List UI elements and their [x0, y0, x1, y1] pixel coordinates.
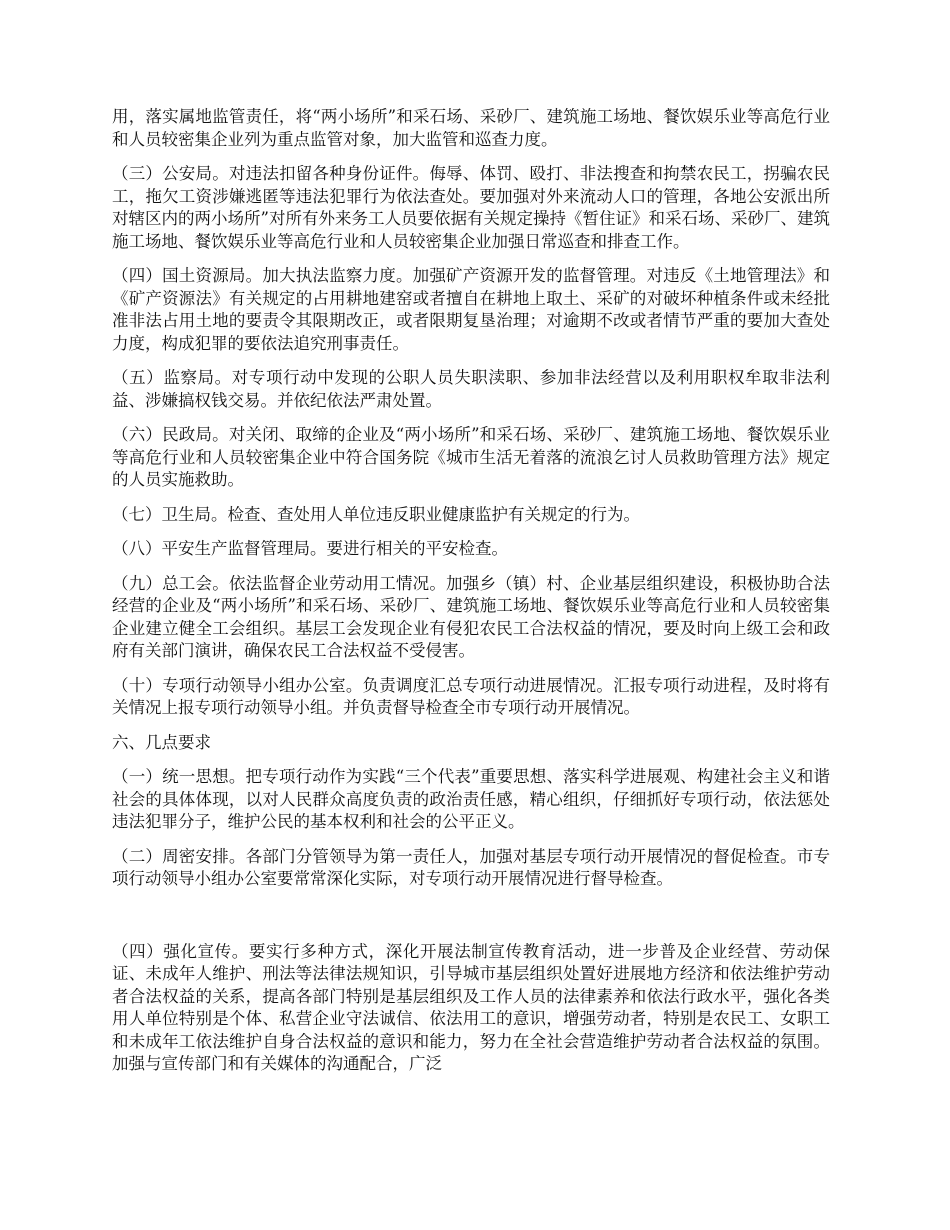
paragraph-gap	[112, 903, 830, 941]
paragraph-land-resources: （四）国土资源局。加大执法监察力度。加强矿产资源开发的监督管理。对违反《土地管理法》和《矿产资源法》有关规定的占用耕地建窑或者擅自在耕地上取土、采矿的对破坏种植条件或未经批准非法占用土地的要责令其限期改正，或者限期复垦治理；对逾期不改或者情节严重的要加大查处力度，构成犯罪的要依法追究刑事责任。	[112, 266, 830, 353]
paragraph-supervision-bureau: （五）监察局。对专项行动中发现的公职人员失职渎职、参加非法经营以及利用职权牟取非法利益、涉嫌搞权钱交易。并依纪依法严肃处置。	[112, 368, 830, 410]
paragraph-supervision-duty: 用，落实属地监管责任，将“两小场所”和采石场、采砂厂、建筑施工场地、餐饮娱乐业等高危行业和人员较密集企业列为重点监管对象，加大监管和巡查力度。	[112, 107, 830, 149]
paragraph-public-security: （三）公安局。对违法扣留各种身份证件。侮辱、体罚、殴打、非法搜查和拘禁农民工，拐骗农民工，拖欠工资涉嫌逃匿等违法犯罪行为依法查处。要加强对外来流动人口的管理，各地公安派出所对辖区内的两小场所”对所有外来务工人员要依据有关规定操持《暂住证》和采石场、采砂厂、建筑施工场地、餐饮娱乐业等高危行业和人员较密集企业加强日常巡查和排查工作。	[112, 164, 830, 251]
paragraph-safety-supervision: （八）平安生产监督管理局。要进行相关的平安检查。	[112, 539, 508, 558]
paragraph-civil-affairs: （六）民政局。对关闭、取缔的企业及“两小场所”和采石场、采砂厂、建筑施工场地、餐饮娱乐业等高危行业和人员较密集企业中符合国务院《城市生活无着落的流浪乞讨人员救助管理方法》规定的人员实施救助。	[112, 425, 830, 489]
requirement-careful-arrangement: （二）周密安排。各部门分管领导为第一责任人，加强对基层专项行动开展情况的督促检查。市专项行动领导小组办公室要常常深化实际，对专项行动开展情况进行督导检查。	[112, 846, 830, 888]
paragraph-health-bureau: （七）卫生局。检查、查处用人单位违反职业健康监护有关规定的行为。	[112, 504, 640, 524]
paragraph-strengthen-publicity: （四）强化宣传。要实行多种方式，深化开展法制宣传教育活动，进一步普及企业经营、劳动保证、未成年人维护、刑法等法律法规知识，引导城市基层组织处置好进展地方经济和依法维护劳动者合法权益的关系，提高各部门特别是基层组织及工作人员的法律素养和依法行政水平，强化各类用人单位特别是个体、私营企业守法诚信、依法用工的意识，增强劳动者，特别是农民工、女职工和未成年工依法维护自身合法权益的意识和能力，努力在全社会营造维护劳动者合法权益的氛围。加强与宣传部门和有关媒体的沟通配合，广泛	[112, 941, 830, 1073]
section-heading: 六、几点要求	[112, 732, 211, 752]
paragraph-leading-group-office: （十）专项行动领导小组办公室。负责调度汇总专项行动进展情况。汇报专项行动进程，及时将有关情况上报专项行动领导小组。并负责督导检查全市专项行动开展情况。	[112, 675, 830, 717]
paragraph-trade-union: （九）总工会。依法监督企业劳动用工情况。加强乡（镇）村、企业基层组织建设，积极协助合法经营的企业及“两小场所”和采石场、采砂厂、建筑施工场地、餐饮娱乐业等高危行业和人员较密集企业建立健全工会组织。基层工会发现企业有侵犯农民工合法权益的情况，要及时向上级工会和政府有关部门演讲，确保农民工合法权益不受侵害。	[112, 573, 830, 660]
document-body	[112, 106, 830, 1088]
requirement-unify-thinking: （一）统一思想。把专项行动作为实践“三个代表”重要思想、落实科学进展观、构建社会主义和谐社会的具体体现，以对人民群众高度负责的政治责任感，精心组织，仔细抓好专项行动，依法惩处违法犯罪分子，维护公民的基本权利和社会的公平正义。	[112, 767, 830, 831]
